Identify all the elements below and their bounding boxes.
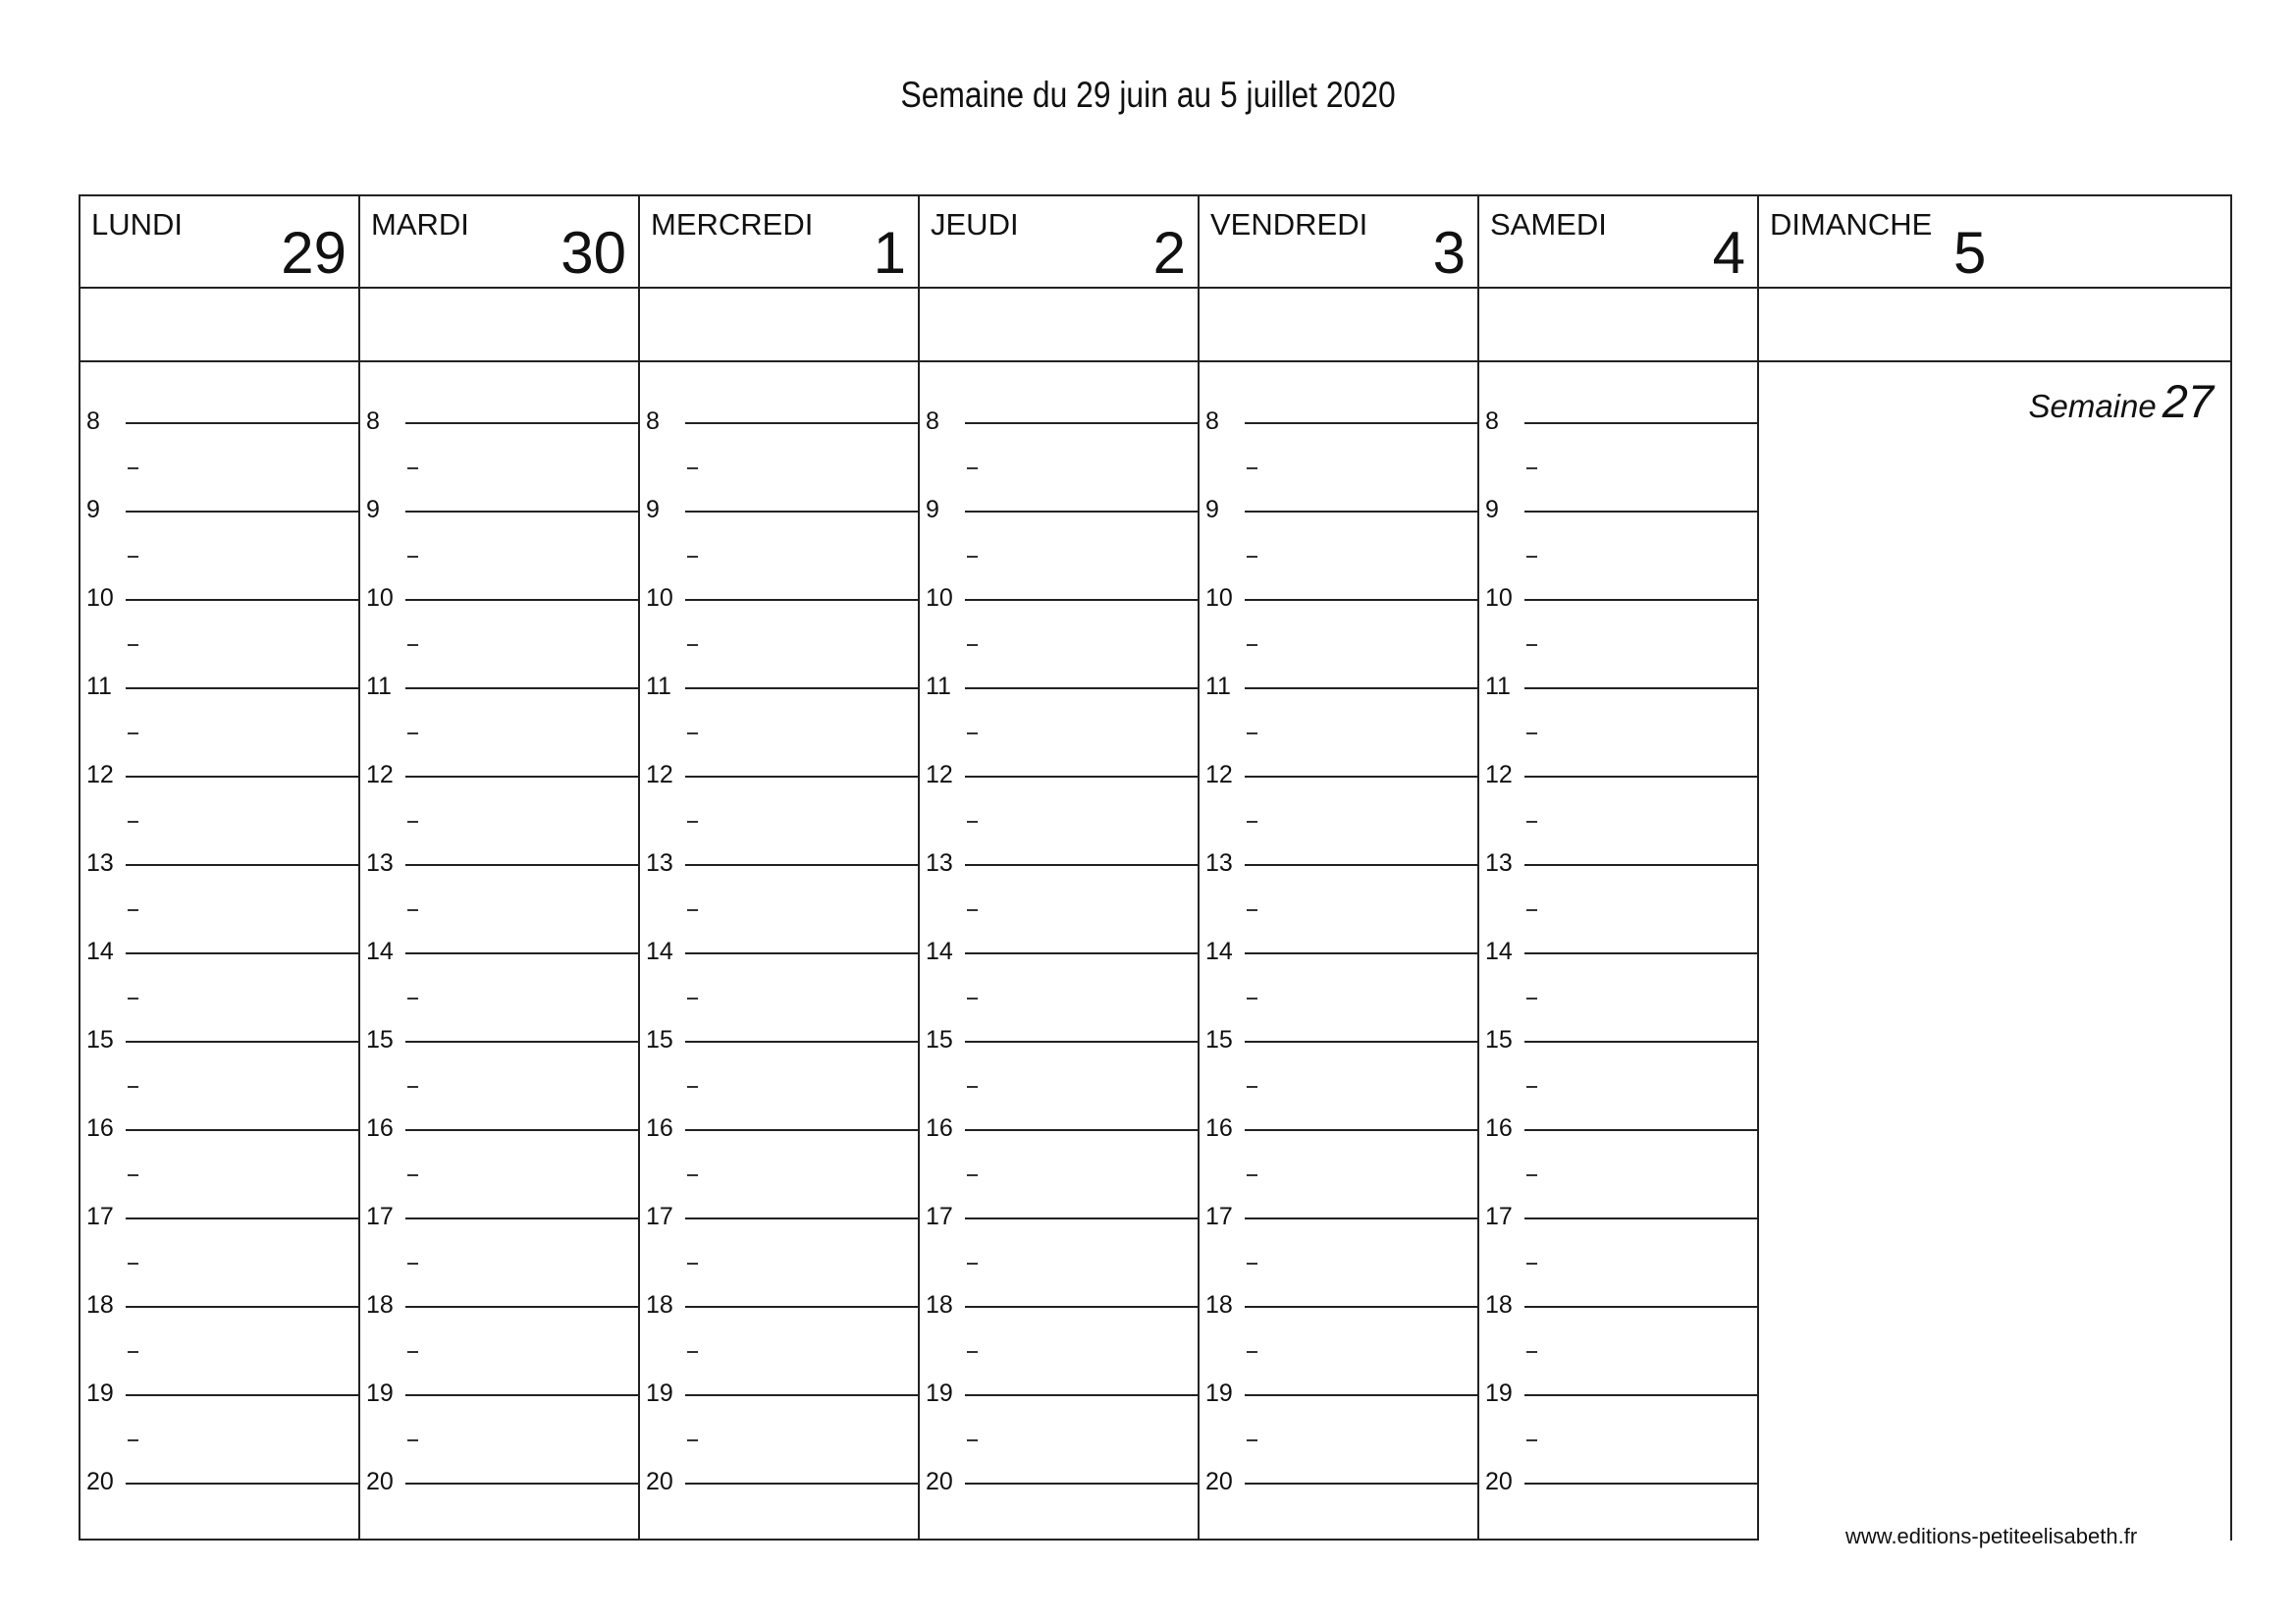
column-divider <box>1477 194 1479 1541</box>
hour-line[interactable] <box>1245 864 1477 866</box>
half-hour-mark <box>128 998 138 1000</box>
hour-line[interactable] <box>1524 864 1757 866</box>
hour-label: 12 <box>646 761 673 788</box>
hour-label: 8 <box>926 407 939 435</box>
half-hour-mark <box>1526 1351 1537 1353</box>
half-hour-mark <box>407 998 418 1000</box>
hour-line[interactable] <box>965 422 1198 424</box>
hour-label: 11 <box>1485 673 1511 700</box>
hour-line[interactable] <box>126 1129 358 1131</box>
hour-line[interactable] <box>1524 1129 1757 1131</box>
day-number-6: 4 <box>1712 220 1745 286</box>
hour-line[interactable] <box>965 776 1198 778</box>
hour-line[interactable] <box>1524 1483 1757 1485</box>
hour-line[interactable] <box>126 599 358 601</box>
hour-label: 16 <box>646 1114 673 1142</box>
hour-label: 14 <box>1205 938 1233 965</box>
hour-line[interactable] <box>405 1217 638 1219</box>
hour-line[interactable] <box>685 864 918 866</box>
half-hour-mark <box>687 556 698 558</box>
hour-line[interactable] <box>1524 599 1757 601</box>
hour-line[interactable] <box>1245 511 1477 513</box>
hour-label: 13 <box>646 849 673 877</box>
hour-label: 11 <box>646 673 671 700</box>
hour-line[interactable] <box>126 511 358 513</box>
half-hour-mark <box>1526 732 1537 734</box>
half-hour-mark <box>1526 998 1537 1000</box>
hour-line[interactable] <box>405 422 638 424</box>
hour-label: 14 <box>1485 938 1513 965</box>
hour-line[interactable] <box>126 952 358 954</box>
hour-line[interactable] <box>1524 1217 1757 1219</box>
half-hour-mark <box>967 1086 978 1088</box>
half-hour-mark <box>687 1263 698 1265</box>
half-hour-mark <box>967 909 978 911</box>
hour-line[interactable] <box>126 864 358 866</box>
hour-label: 16 <box>86 1114 114 1142</box>
grid-top-line <box>79 194 2232 196</box>
half-hour-mark <box>1247 1263 1257 1265</box>
hour-line[interactable] <box>1524 1394 1757 1396</box>
hour-line[interactable] <box>685 1306 918 1308</box>
hour-line[interactable] <box>685 952 918 954</box>
hour-line[interactable] <box>685 776 918 778</box>
hour-line[interactable] <box>405 511 638 513</box>
half-hour-mark <box>967 556 978 558</box>
half-hour-mark <box>687 644 698 646</box>
day-name-6: SAMEDI <box>1490 207 1607 242</box>
half-hour-mark <box>967 821 978 823</box>
half-hour-mark <box>128 1086 138 1088</box>
column-divider <box>1198 194 1200 1541</box>
hour-line[interactable] <box>126 1483 358 1485</box>
hour-line[interactable] <box>1245 1394 1477 1396</box>
hour-line[interactable] <box>965 1483 1198 1485</box>
hour-label: 13 <box>366 849 394 877</box>
hour-label: 19 <box>1205 1380 1233 1407</box>
hour-label: 19 <box>1485 1380 1513 1407</box>
day-name-3: MERCREDI <box>651 207 814 242</box>
hour-line[interactable] <box>685 1041 918 1043</box>
hour-label: 11 <box>926 673 951 700</box>
hour-label: 13 <box>1485 849 1513 877</box>
half-hour-mark <box>967 1439 978 1441</box>
hour-line[interactable] <box>1524 952 1757 954</box>
half-hour-mark <box>1526 1086 1537 1088</box>
hour-label: 15 <box>86 1026 114 1054</box>
hour-line[interactable] <box>1524 687 1757 689</box>
day-name-2: MARDI <box>371 207 469 242</box>
half-hour-mark <box>407 909 418 911</box>
half-hour-mark <box>128 467 138 469</box>
hour-line[interactable] <box>685 599 918 601</box>
half-hour-mark <box>967 1263 978 1265</box>
hour-label: 20 <box>1205 1468 1233 1495</box>
half-hour-mark <box>128 909 138 911</box>
hour-label: 17 <box>646 1203 673 1230</box>
hour-label: 13 <box>1205 849 1233 877</box>
day-number-1: 29 <box>281 220 347 286</box>
hour-line[interactable] <box>965 1394 1198 1396</box>
hour-label: 16 <box>926 1114 953 1142</box>
half-hour-mark <box>687 821 698 823</box>
half-hour-mark <box>687 1439 698 1441</box>
hour-line[interactable] <box>1524 1041 1757 1043</box>
hour-label: 16 <box>1485 1114 1513 1142</box>
hour-label: 14 <box>646 938 673 965</box>
hour-line[interactable] <box>685 1394 918 1396</box>
hour-label: 19 <box>646 1380 673 1407</box>
hour-label: 18 <box>1205 1291 1233 1319</box>
hour-label: 12 <box>366 761 394 788</box>
half-hour-mark <box>1247 821 1257 823</box>
half-hour-mark <box>128 732 138 734</box>
half-hour-mark <box>1526 1174 1537 1176</box>
hour-label: 16 <box>1205 1114 1233 1142</box>
hour-line[interactable] <box>405 687 638 689</box>
hour-line[interactable] <box>965 1217 1198 1219</box>
hour-line[interactable] <box>1245 1483 1477 1485</box>
hour-label: 19 <box>86 1380 114 1407</box>
half-hour-mark <box>407 1439 418 1441</box>
half-hour-mark <box>128 1351 138 1353</box>
column-divider <box>1757 194 1759 1541</box>
half-hour-mark <box>128 644 138 646</box>
half-hour-mark <box>967 644 978 646</box>
half-hour-mark <box>1247 1351 1257 1353</box>
hour-label: 12 <box>86 761 114 788</box>
half-hour-mark <box>1526 909 1537 911</box>
day-number-5: 3 <box>1432 220 1466 286</box>
hour-line[interactable] <box>685 1217 918 1219</box>
hour-label: 20 <box>926 1468 953 1495</box>
hour-label: 9 <box>366 496 380 523</box>
hour-line[interactable] <box>1245 776 1477 778</box>
hour-line[interactable] <box>405 599 638 601</box>
hour-label: 9 <box>1205 496 1219 523</box>
hour-label: 18 <box>1485 1291 1513 1319</box>
hour-label: 17 <box>1485 1203 1513 1230</box>
hour-line[interactable] <box>1245 952 1477 954</box>
hour-label: 9 <box>926 496 939 523</box>
hour-line[interactable] <box>1524 511 1757 513</box>
half-hour-mark <box>407 732 418 734</box>
day-name-4: JEUDI <box>931 207 1019 242</box>
hour-line[interactable] <box>405 776 638 778</box>
hour-label: 10 <box>1485 584 1513 612</box>
hour-label: 14 <box>86 938 114 965</box>
hour-line[interactable] <box>126 1394 358 1396</box>
hour-line[interactable] <box>126 687 358 689</box>
half-hour-mark <box>128 1263 138 1265</box>
half-hour-mark <box>967 1174 978 1176</box>
hour-label: 15 <box>646 1026 673 1054</box>
hour-label: 10 <box>646 584 673 612</box>
hour-label: 8 <box>1205 407 1219 435</box>
half-hour-mark <box>967 467 978 469</box>
footer-url: www.editions-petiteelisabeth.fr <box>1845 1524 2138 1548</box>
hour-label: 12 <box>1485 761 1513 788</box>
hour-label: 10 <box>86 584 114 612</box>
day-number-3: 1 <box>873 220 906 286</box>
hour-label: 19 <box>926 1380 953 1407</box>
hour-line[interactable] <box>405 1483 638 1485</box>
hour-label: 15 <box>366 1026 394 1054</box>
half-hour-mark <box>128 821 138 823</box>
hour-label: 14 <box>926 938 953 965</box>
hour-label: 8 <box>646 407 660 435</box>
hour-line[interactable] <box>405 864 638 866</box>
day-number-2: 30 <box>561 220 626 286</box>
hour-label: 17 <box>366 1203 394 1230</box>
half-hour-mark <box>1526 1439 1537 1441</box>
half-hour-mark <box>687 1351 698 1353</box>
hour-line[interactable] <box>1245 599 1477 601</box>
hour-line[interactable] <box>126 1217 358 1219</box>
half-hour-mark <box>1247 644 1257 646</box>
hour-line[interactable] <box>1245 1306 1477 1308</box>
half-hour-mark <box>1247 1439 1257 1441</box>
hour-label: 15 <box>1485 1026 1513 1054</box>
hour-label: 16 <box>366 1114 394 1142</box>
hour-label: 12 <box>926 761 953 788</box>
hour-label: 11 <box>1205 673 1231 700</box>
column-divider <box>2230 194 2232 1541</box>
hour-label: 17 <box>1205 1203 1233 1230</box>
hour-label: 9 <box>1485 496 1499 523</box>
hour-line[interactable] <box>965 1041 1198 1043</box>
half-hour-mark <box>407 644 418 646</box>
hour-line[interactable] <box>1245 1217 1477 1219</box>
hour-line[interactable] <box>965 1129 1198 1131</box>
half-hour-mark <box>1526 1263 1537 1265</box>
hour-label: 9 <box>646 496 660 523</box>
half-hour-mark <box>1247 998 1257 1000</box>
hour-label: 8 <box>366 407 380 435</box>
hour-label: 9 <box>86 496 100 523</box>
hour-label: 8 <box>1485 407 1499 435</box>
hour-line[interactable] <box>965 599 1198 601</box>
hour-line[interactable] <box>126 776 358 778</box>
hour-label: 18 <box>86 1291 114 1319</box>
hour-label: 11 <box>366 673 392 700</box>
week-number: 27 <box>2162 375 2214 427</box>
column-divider <box>358 194 360 1541</box>
column-divider <box>918 194 920 1541</box>
half-hour-mark <box>1247 556 1257 558</box>
hour-label: 10 <box>926 584 953 612</box>
hour-line[interactable] <box>1524 1306 1757 1308</box>
half-hour-mark <box>407 1086 418 1088</box>
hour-label: 17 <box>86 1203 114 1230</box>
week-number-label <box>2028 374 2214 428</box>
half-hour-mark <box>1247 1174 1257 1176</box>
half-hour-mark <box>967 1351 978 1353</box>
column-divider <box>638 194 640 1541</box>
half-hour-mark <box>128 556 138 558</box>
hour-line[interactable] <box>685 687 918 689</box>
hour-label: 18 <box>366 1291 394 1319</box>
hour-line[interactable] <box>965 511 1198 513</box>
week-label-text: Semaine <box>2028 388 2157 424</box>
half-hour-mark <box>1247 909 1257 911</box>
day-number-4: 2 <box>1152 220 1186 286</box>
hour-line[interactable] <box>405 1129 638 1131</box>
half-hour-mark <box>1247 732 1257 734</box>
half-hour-mark <box>1526 556 1537 558</box>
hour-label: 14 <box>366 938 394 965</box>
hour-line[interactable] <box>405 1306 638 1308</box>
hour-line[interactable] <box>1245 1129 1477 1131</box>
hour-line[interactable] <box>1245 1041 1477 1043</box>
hour-label: 8 <box>86 407 100 435</box>
hour-line[interactable] <box>685 1129 918 1131</box>
half-hour-mark <box>687 1174 698 1176</box>
day-number-7: 5 <box>1953 220 1987 286</box>
half-hour-mark <box>407 556 418 558</box>
column-divider <box>79 194 80 1541</box>
page-title: Semaine du 29 juin au 5 juillet 2020 <box>900 75 1396 115</box>
hour-line[interactable] <box>1245 422 1477 424</box>
hour-line[interactable] <box>965 864 1198 866</box>
half-hour-mark <box>687 1086 698 1088</box>
half-hour-mark <box>1247 1086 1257 1088</box>
hour-label: 10 <box>1205 584 1233 612</box>
half-hour-mark <box>687 998 698 1000</box>
half-hour-mark <box>407 467 418 469</box>
half-hour-mark <box>1247 467 1257 469</box>
header-bottom-line <box>79 287 2232 289</box>
half-hour-mark <box>1526 821 1537 823</box>
hour-label: 20 <box>1485 1468 1513 1495</box>
hour-line[interactable] <box>405 1394 638 1396</box>
half-hour-mark <box>407 821 418 823</box>
hour-line[interactable] <box>126 422 358 424</box>
hour-label: 12 <box>1205 761 1233 788</box>
hour-line[interactable] <box>1524 776 1757 778</box>
half-hour-mark <box>128 1174 138 1176</box>
hour-line[interactable] <box>685 422 918 424</box>
hour-label: 13 <box>86 849 114 877</box>
hour-label: 10 <box>366 584 394 612</box>
half-hour-mark <box>687 909 698 911</box>
hour-line[interactable] <box>405 952 638 954</box>
day-name-5: VENDREDI <box>1210 207 1368 242</box>
hour-label: 17 <box>926 1203 953 1230</box>
hour-line[interactable] <box>126 1041 358 1043</box>
half-hour-mark <box>967 998 978 1000</box>
half-hour-mark <box>128 1439 138 1441</box>
half-hour-mark <box>687 732 698 734</box>
hour-label: 20 <box>366 1468 394 1495</box>
hour-line[interactable] <box>965 1306 1198 1308</box>
hour-label: 11 <box>86 673 112 700</box>
hour-label: 19 <box>366 1380 394 1407</box>
hour-line[interactable] <box>965 687 1198 689</box>
half-hour-mark <box>1526 467 1537 469</box>
half-hour-mark <box>1526 644 1537 646</box>
hour-label: 13 <box>926 849 953 877</box>
hour-line[interactable] <box>126 1306 358 1308</box>
hour-label: 15 <box>926 1026 953 1054</box>
hour-label: 18 <box>646 1291 673 1319</box>
half-hour-mark <box>407 1174 418 1176</box>
day-name-7: DIMANCHE <box>1770 207 1933 242</box>
hour-label: 18 <box>926 1291 953 1319</box>
hour-line[interactable] <box>685 1483 918 1485</box>
hour-line[interactable] <box>685 511 918 513</box>
half-hour-mark <box>687 467 698 469</box>
hour-line[interactable] <box>1245 687 1477 689</box>
half-hour-mark <box>407 1351 418 1353</box>
hour-label: 20 <box>86 1468 114 1495</box>
hour-line[interactable] <box>405 1041 638 1043</box>
hour-line[interactable] <box>1524 422 1757 424</box>
hour-line[interactable] <box>965 952 1198 954</box>
hour-label: 15 <box>1205 1026 1233 1054</box>
hour-label: 20 <box>646 1468 673 1495</box>
half-hour-mark <box>967 732 978 734</box>
half-hour-mark <box>407 1263 418 1265</box>
memo-bottom-line <box>79 360 2232 362</box>
day-name-1: LUNDI <box>91 207 184 242</box>
